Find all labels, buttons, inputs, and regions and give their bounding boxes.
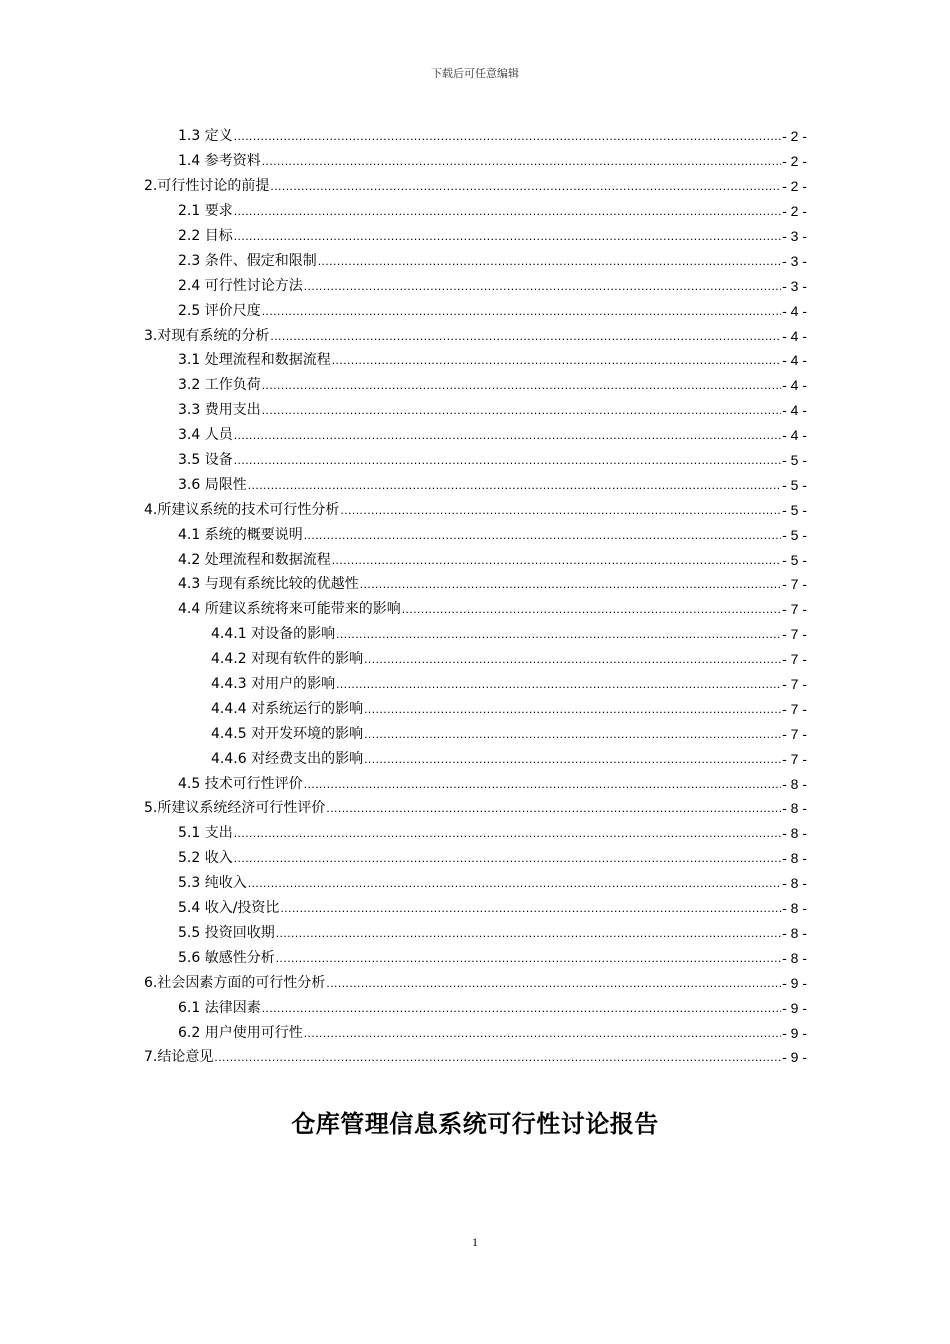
- toc-entry-page: - 3 -: [782, 228, 807, 244]
- toc-entry[interactable]: [0, 298, 807, 323]
- toc-entry-page: - 5 -: [782, 551, 807, 568]
- toc-dot-leader: [332, 351, 781, 369]
- toc-entry-title: 4.5 技术可行性评价: [178, 775, 303, 792]
- toc-entry-page: - 8 -: [782, 800, 807, 817]
- toc-entry-title: 2.1 要求: [178, 203, 233, 220]
- toc-entry[interactable]: [0, 921, 807, 946]
- toc-dot-leader: [234, 849, 781, 867]
- toc-entry-page: - 7 -: [782, 576, 807, 593]
- toc-entry[interactable]: [0, 1045, 807, 1070]
- document-title: 仓库管理信息系统可行性讨论报告: [291, 1110, 659, 1138]
- toc-entry-page: - 7 -: [782, 725, 807, 742]
- toc-entry[interactable]: [0, 348, 807, 373]
- toc-dot-leader: [326, 974, 781, 992]
- toc-entry-title: 2.5 评价尺度: [178, 302, 261, 319]
- toc-entry[interactable]: [0, 448, 807, 473]
- toc-entry[interactable]: [0, 373, 807, 398]
- toc-entry-page: - 9 -: [782, 974, 807, 991]
- toc-dot-leader: [234, 451, 781, 469]
- toc-dot-leader: [262, 376, 781, 394]
- toc-entry-page: - 7 -: [782, 601, 807, 618]
- toc-entry-page: - 9 -: [782, 1024, 807, 1041]
- toc-dot-leader: [234, 227, 781, 245]
- toc-dot-leader: [270, 177, 781, 195]
- toc-entry[interactable]: [0, 672, 807, 697]
- toc-entry-page: - 4 -: [782, 327, 807, 344]
- toc-dot-leader: [234, 824, 781, 842]
- toc-dot-leader: [360, 575, 781, 593]
- toc-dot-leader: [318, 252, 781, 270]
- toc-entry[interactable]: [0, 149, 807, 174]
- toc-dot-leader: [340, 501, 781, 519]
- toc-entry-title: 4.4 所建议系统将来可能带来的影响: [178, 601, 401, 618]
- toc-entry-title: 4.所建议系统的技术可行性分析: [144, 501, 340, 518]
- toc-dot-leader: [234, 127, 781, 145]
- toc-entry-title: 5.所建议系统经济可行性评价: [144, 800, 326, 817]
- toc-entry[interactable]: [0, 398, 807, 423]
- toc-entry[interactable]: [0, 597, 807, 622]
- toc-entry[interactable]: [0, 821, 807, 846]
- toc-dot-leader: [262, 152, 781, 170]
- toc-dot-leader: [304, 277, 781, 295]
- toc-entry-title: 4.2 处理流程和数据流程: [178, 551, 331, 568]
- toc-entry-page: - 8 -: [782, 825, 807, 842]
- toc-entry-title: 2.2 目标: [178, 228, 233, 244]
- toc-entry-page: - 9 -: [782, 999, 807, 1016]
- toc-entry-page: - 7 -: [782, 676, 807, 693]
- toc-entry-title: 4.4.5 对开发环境的影响: [211, 725, 364, 742]
- toc-dot-leader: [234, 202, 781, 220]
- toc-entry-page: - 2 -: [782, 178, 807, 195]
- toc-entry-title: 3.4 人员: [178, 427, 233, 444]
- toc-entry[interactable]: [0, 970, 807, 995]
- toc-entry-title: 6.1 法律因素: [178, 999, 261, 1016]
- toc-entry-page: - 8 -: [782, 850, 807, 867]
- toc-dot-leader: [336, 625, 781, 643]
- toc-entry[interactable]: [0, 423, 807, 448]
- toc-dot-leader: [364, 725, 781, 743]
- toc-entry[interactable]: [0, 174, 807, 199]
- toc-dot-leader: [270, 327, 781, 345]
- toc-entry-title: 6.社会因素方面的可行性分析: [144, 974, 326, 991]
- toc-entry-title: 3.1 处理流程和数据流程: [178, 352, 331, 369]
- toc-entry[interactable]: [0, 124, 807, 149]
- toc-dot-leader: [280, 899, 781, 917]
- toc-dot-leader: [262, 401, 781, 419]
- toc-entry-title: 5.3 纯收入: [178, 875, 247, 892]
- toc-entry-title: 5.2 收入: [178, 850, 233, 867]
- toc-entry-title: 4.4.4 对系统运行的影响: [211, 700, 364, 717]
- page-number: 1: [472, 1235, 478, 1249]
- toc-entry-page: - 4 -: [782, 352, 807, 369]
- toc-entry[interactable]: [0, 796, 807, 821]
- toc-entry-title: 3.6 局限性: [178, 476, 247, 493]
- toc-dot-leader: [276, 949, 781, 967]
- toc-entry-title: 4.1 系统的概要说明: [178, 526, 303, 543]
- toc-entry-page: - 8 -: [782, 924, 807, 941]
- toc-entry[interactable]: [0, 721, 807, 746]
- toc-entry-title: 1.3 定义: [178, 128, 233, 145]
- toc-dot-leader: [336, 675, 781, 693]
- toc-dot-leader: [304, 526, 781, 544]
- toc-entry-page: - 3 -: [782, 252, 807, 269]
- toc-dot-leader: [214, 1048, 781, 1066]
- toc-dot-leader: [262, 999, 781, 1017]
- toc-entry-title: 2.可行性讨论的前提: [144, 178, 270, 195]
- toc-dot-leader: [276, 924, 781, 942]
- toc-entry-page: - 2 -: [782, 153, 807, 170]
- toc-dot-leader: [364, 750, 781, 768]
- toc-entry-title: 3.3 费用支出: [178, 402, 261, 419]
- toc-entry[interactable]: [0, 497, 807, 522]
- toc-entry[interactable]: [0, 771, 807, 796]
- toc-entry[interactable]: [0, 224, 807, 249]
- toc-entry[interactable]: [0, 199, 807, 224]
- toc-entry-page: - 8 -: [782, 775, 807, 792]
- toc-dot-leader: [304, 775, 781, 793]
- toc-entry[interactable]: [0, 746, 807, 771]
- page-header-note: 下载后可任意编辑: [431, 67, 519, 80]
- toc-entry[interactable]: [0, 896, 807, 921]
- toc-dot-leader: [248, 874, 781, 892]
- toc-entry-title: 3.2 工作负荷: [178, 377, 261, 394]
- toc-entry-title: 4.4.2 对现有软件的影响: [211, 651, 364, 668]
- toc-dot-leader: [326, 799, 781, 817]
- toc-entry-title: 5.1 支出: [178, 825, 233, 842]
- toc-entry[interactable]: [0, 472, 807, 497]
- toc-entry-page: - 5 -: [782, 501, 807, 518]
- toc-entry[interactable]: [0, 696, 807, 721]
- toc-entry-title: 4.4.6 对经费支出的影响: [211, 750, 364, 767]
- toc-entry-page: - 7 -: [782, 651, 807, 668]
- toc-entry-title: 5.4 收入/投资比: [178, 900, 280, 917]
- toc-entry-title: 4.3 与现有系统比较的优越性: [178, 576, 359, 593]
- toc-entry-title: 5.5 投资回收期: [178, 924, 275, 941]
- toc-entry[interactable]: [0, 647, 807, 672]
- toc-dot-leader: [402, 600, 781, 618]
- toc-entry-title: 2.4 可行性讨论方法: [178, 277, 303, 294]
- toc-dot-leader: [248, 476, 781, 494]
- toc-entry-page: - 8 -: [782, 949, 807, 966]
- toc-entry[interactable]: [0, 846, 807, 871]
- table-of-contents: [0, 124, 950, 1070]
- toc-entry[interactable]: [0, 622, 807, 647]
- toc-entry[interactable]: [0, 995, 807, 1020]
- toc-entry[interactable]: [0, 1020, 807, 1045]
- toc-entry[interactable]: [0, 547, 807, 572]
- toc-entry-page: - 2 -: [782, 128, 807, 145]
- toc-entry-page: - 4 -: [782, 427, 807, 444]
- toc-entry[interactable]: [0, 945, 807, 970]
- toc-entry-page: - 5 -: [782, 476, 807, 493]
- toc-entry-title: 3.对现有系统的分析: [144, 327, 270, 344]
- toc-dot-leader: [364, 700, 781, 718]
- toc-entry-title: 1.4 参考资料: [178, 153, 261, 170]
- toc-entry-page: - 4 -: [782, 377, 807, 394]
- toc-dot-leader: [332, 551, 781, 569]
- toc-entry-page: - 7 -: [782, 700, 807, 717]
- toc-entry[interactable]: [0, 522, 807, 547]
- toc-entry[interactable]: [0, 871, 807, 896]
- toc-entry-page: - 2 -: [782, 203, 807, 220]
- toc-entry-title: 4.4.1 对设备的影响: [211, 626, 336, 643]
- toc-entry-title: 7.结论意见: [144, 1049, 214, 1066]
- toc-entry-title: 5.6 敏感性分析: [178, 949, 275, 966]
- toc-dot-leader: [304, 1024, 781, 1042]
- toc-entry-title: 3.5 设备: [178, 452, 233, 469]
- toc-entry-page: - 8 -: [782, 875, 807, 892]
- toc-dot-leader: [262, 302, 781, 320]
- toc-entry-page: - 3 -: [782, 277, 807, 294]
- toc-entry-page: - 8 -: [782, 900, 807, 917]
- toc-entry-title: 4.4.3 对用户的影响: [211, 676, 336, 693]
- toc-entry-page: - 4 -: [782, 402, 807, 419]
- toc-entry-page: - 9 -: [782, 1049, 807, 1066]
- toc-entry-page: - 7 -: [782, 626, 807, 643]
- toc-entry[interactable]: [0, 273, 807, 298]
- toc-entry[interactable]: [0, 248, 807, 273]
- toc-entry[interactable]: [0, 323, 807, 348]
- toc-entry-title: 6.2 用户使用可行性: [178, 1024, 303, 1041]
- toc-entry-page: - 5 -: [782, 452, 807, 469]
- toc-entry-title: 2.3 条件、假定和限制: [178, 252, 317, 269]
- toc-entry-page: - 5 -: [782, 526, 807, 543]
- toc-entry-page: - 7 -: [782, 750, 807, 767]
- toc-dot-leader: [234, 426, 781, 444]
- toc-entry-page: - 4 -: [782, 302, 807, 319]
- toc-entry[interactable]: [0, 572, 807, 597]
- toc-dot-leader: [364, 650, 781, 668]
